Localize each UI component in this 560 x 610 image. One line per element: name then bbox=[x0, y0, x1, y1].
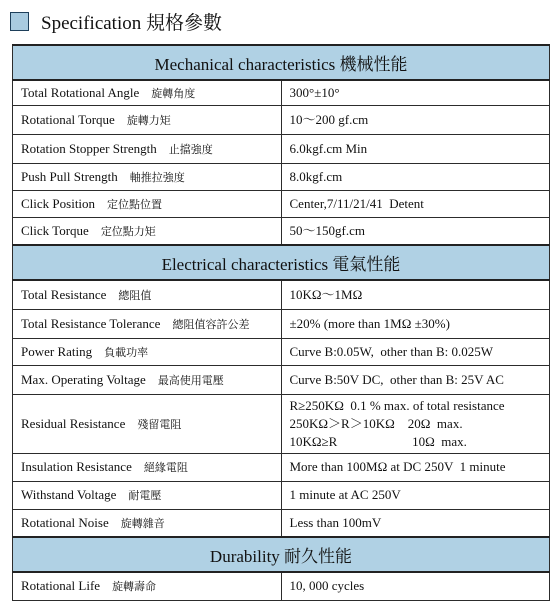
section-header-row bbox=[13, 45, 550, 80]
spec-value-cell bbox=[281, 190, 550, 217]
spec-value: 1 minute at AC 250V bbox=[289, 487, 401, 502]
spec-label-cn: 耐電壓 bbox=[128, 490, 162, 502]
section-heading: Mechanical characteristics 機械性能 bbox=[13, 45, 550, 80]
spec-label-en: Rotational Noise bbox=[21, 514, 109, 530]
spec-row bbox=[13, 80, 550, 105]
spec-value: Less than 100mV bbox=[289, 514, 382, 530]
spec-row bbox=[13, 217, 550, 245]
spec-label-cell bbox=[13, 134, 282, 163]
spec-value-cell bbox=[281, 509, 550, 537]
specification-table bbox=[12, 44, 550, 601]
spec-label-cell bbox=[13, 217, 282, 245]
spec-value: 50～150gf.cm bbox=[289, 222, 365, 238]
spec-label-cn: 旋轉力矩 bbox=[126, 114, 171, 127]
spec-value-cell bbox=[281, 394, 550, 453]
spec-value: ±20% (more than 1MΩ ±30%) bbox=[289, 315, 450, 331]
spec-label-cell bbox=[13, 453, 282, 481]
spec-label-cn: 定位點位置 bbox=[107, 198, 163, 211]
spec-row bbox=[13, 509, 550, 537]
spec-label-en: Rotation Stopper Strength bbox=[21, 140, 157, 156]
spec-row bbox=[13, 105, 550, 134]
spec-label-cn: 最高使用電壓 bbox=[157, 374, 224, 387]
spec-value-cell bbox=[281, 105, 550, 134]
spec-value: 10KΩ≥R 10Ω max. bbox=[289, 433, 467, 449]
section-header-row bbox=[13, 245, 550, 280]
spec-label-en: Total Resistance bbox=[21, 286, 107, 302]
spec-value: R≥250KΩ 0.1 % max. of total resistance bbox=[289, 397, 505, 413]
spec-value-cell bbox=[281, 280, 550, 309]
spec-label-en: Rotational Life bbox=[21, 578, 101, 594]
spec-value: 10～200 gf.cm bbox=[289, 111, 369, 127]
spec-label-en: Rotational Torque bbox=[21, 111, 115, 127]
spec-row bbox=[13, 280, 550, 309]
spec-label-cell bbox=[13, 365, 282, 394]
page-header bbox=[10, 8, 222, 34]
spec-label-en: Power Rating bbox=[21, 343, 93, 359]
spec-row bbox=[13, 338, 550, 365]
spec-label-cn: 負載功率 bbox=[104, 346, 149, 359]
spec-label-cn: 軸推拉強度 bbox=[129, 171, 185, 184]
spec-label-cn: 止擋強度 bbox=[168, 143, 213, 156]
title-square-icon bbox=[10, 12, 29, 31]
spec-label-cell bbox=[13, 163, 282, 190]
spec-label-en: Residual Resistance bbox=[21, 415, 126, 431]
spec-label-cell bbox=[13, 280, 282, 309]
spec-row bbox=[13, 134, 550, 163]
spec-label-cell bbox=[13, 190, 282, 217]
spec-label-en: Total Resistance Tolerance bbox=[21, 315, 161, 331]
spec-label-en: Push Pull Strength bbox=[21, 168, 118, 184]
spec-value: Curve B:50V DC, other than B: 25V AC bbox=[289, 371, 504, 387]
spec-value-cell bbox=[281, 134, 550, 163]
spec-label-en: Max. Operating Voltage bbox=[21, 371, 146, 387]
spec-row bbox=[13, 365, 550, 394]
spec-row bbox=[13, 572, 550, 600]
spec-value: 300°±10° bbox=[289, 84, 340, 100]
spec-row bbox=[13, 394, 550, 453]
spec-value: 10KΩ～1MΩ bbox=[289, 286, 363, 302]
spec-row bbox=[13, 190, 550, 217]
spec-value-cell bbox=[281, 163, 550, 190]
spec-value-cell bbox=[281, 217, 550, 245]
spec-value-cell bbox=[281, 481, 550, 509]
spec-label-en: Click Position bbox=[21, 195, 96, 211]
spec-label-cell bbox=[13, 105, 282, 134]
spec-label-cn: 旋轉雜音 bbox=[120, 517, 165, 530]
spec-label-cell bbox=[13, 309, 282, 338]
spec-label-cn: 絕緣電阻 bbox=[143, 462, 188, 474]
spec-value-cell bbox=[281, 453, 550, 481]
spec-value-cell bbox=[281, 80, 550, 105]
section-header-row bbox=[13, 537, 550, 572]
spec-label-cn: 旋轉角度 bbox=[151, 87, 196, 100]
spec-label-cell bbox=[13, 509, 282, 537]
spec-value: 250KΩ＞R＞10KΩ 20Ω max. bbox=[289, 415, 463, 431]
spec-row bbox=[13, 481, 550, 509]
spec-label-cell bbox=[13, 80, 282, 105]
spec-value: 10, 000 cycles bbox=[289, 578, 365, 594]
spec-value: 6.0kgf.cm Min bbox=[289, 140, 368, 156]
spec-value-cell bbox=[281, 309, 550, 338]
spec-label-en: Withstand Voltage bbox=[21, 487, 117, 502]
spec-label-cell bbox=[13, 394, 282, 453]
spec-label-cell bbox=[13, 572, 282, 600]
spec-label-cell bbox=[13, 338, 282, 365]
spec-value: Center,7/11/21/41 Detent bbox=[289, 195, 424, 211]
spec-value-cell bbox=[281, 338, 550, 365]
spec-label-cn: 總阻值 bbox=[118, 289, 152, 302]
spec-label-cell bbox=[13, 481, 282, 509]
section-heading: Electrical characteristics 電氣性能 bbox=[13, 245, 550, 280]
spec-label-cn: 殘留電阻 bbox=[137, 418, 182, 431]
page-title: Specification 規格參數 bbox=[41, 12, 222, 34]
spec-value: More than 100MΩ at DC 250V 1 minute bbox=[289, 459, 506, 474]
spec-row bbox=[13, 309, 550, 338]
spec-value: 8.0kgf.cm bbox=[289, 168, 343, 184]
spec-row bbox=[13, 163, 550, 190]
spec-value-cell bbox=[281, 365, 550, 394]
spec-value-cell bbox=[281, 572, 550, 600]
spec-label-cn: 定位點力矩 bbox=[100, 225, 156, 238]
spec-label-cn: 總阻值容許公差 bbox=[172, 318, 250, 331]
spec-label-en: Insulation Resistance bbox=[21, 459, 132, 474]
spec-label-en: Total Rotational Angle bbox=[21, 84, 140, 100]
spec-label-cn: 旋轉壽命 bbox=[112, 581, 157, 594]
section-heading: Durability 耐久性能 bbox=[13, 537, 550, 572]
spec-label-en: Click Torque bbox=[21, 222, 89, 238]
spec-row bbox=[13, 453, 550, 481]
spec-value: Curve B:0.05W, other than B: 0.025W bbox=[289, 343, 494, 359]
